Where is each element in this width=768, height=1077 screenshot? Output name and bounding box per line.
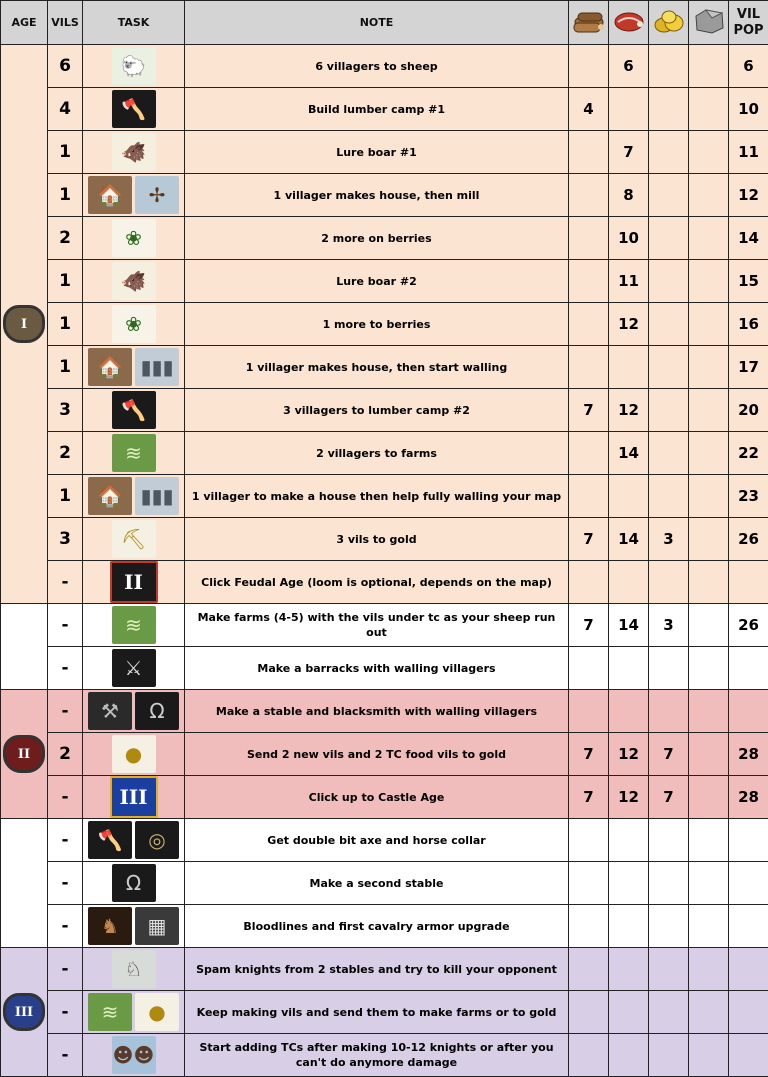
table-row [1, 475, 768, 518]
gold-count [649, 819, 689, 862]
vils-count: 1 [48, 303, 83, 346]
note-text: Build lumber camp #1 [185, 88, 569, 131]
vil-pop-value: 22 [729, 432, 768, 475]
task-icons [83, 88, 185, 131]
lumber-camp-axe-icon: 🪓 [112, 90, 156, 128]
vils-count: - [48, 905, 83, 948]
header-vils: VILS [48, 1, 83, 45]
note-text: Make a barracks with walling villagers [185, 647, 569, 690]
header-gold [649, 1, 689, 45]
wood-count: 7 [569, 776, 609, 819]
stone-count [689, 905, 729, 948]
age-cell-dark [1, 45, 48, 604]
wood-count [569, 948, 609, 991]
wood-count [569, 131, 609, 174]
gold-count: 7 [649, 733, 689, 776]
gold-icon: ● [135, 993, 179, 1031]
vils-count: - [48, 1034, 83, 1077]
task-icons [83, 733, 185, 776]
gold-count [649, 862, 689, 905]
berries-icon: ❀ [112, 305, 156, 343]
horse-collar-icon: ◎ [135, 821, 179, 859]
vil-pop-value: 11 [729, 131, 768, 174]
wood-count [569, 862, 609, 905]
stone-count [689, 776, 729, 819]
note-text: Click up to Castle Age [185, 776, 569, 819]
palisade-wall-icon: ▮▮▮ [135, 348, 179, 386]
task-icons [83, 1034, 185, 1077]
wood-count [569, 819, 609, 862]
note-text: Lure boar #1 [185, 131, 569, 174]
table-row [1, 690, 768, 733]
blacksmith-anvil-icon: ⚒ [88, 692, 132, 730]
gold-count [649, 1034, 689, 1077]
feudal-age-icon: II [110, 561, 158, 603]
stone-count [689, 174, 729, 217]
vil-pop-value: 26 [729, 518, 768, 561]
gold-count [649, 217, 689, 260]
gold-count [649, 346, 689, 389]
table-row [1, 819, 768, 862]
vil-pop-value: 28 [729, 776, 768, 819]
wood-icon [572, 6, 606, 36]
table-row [1, 647, 768, 690]
stone-count [689, 862, 729, 905]
table-row [1, 991, 768, 1034]
note-text: Make farms (4-5) with the vils under tc as your sheep run out [185, 604, 569, 647]
note-text: Start adding TCs after making 10-12 knights or after you can't do anymore damage [185, 1034, 569, 1077]
note-text: 3 vils to gold [185, 518, 569, 561]
vils-count: - [48, 819, 83, 862]
task-icons [83, 303, 185, 346]
task-icons [83, 776, 185, 819]
wood-count: 7 [569, 518, 609, 561]
stone-count [689, 733, 729, 776]
note-text: Bloodlines and first cavalry armor upgrade [185, 905, 569, 948]
stone-count [689, 389, 729, 432]
table-row [1, 905, 768, 948]
food-count [609, 905, 649, 948]
header-food [609, 1, 649, 45]
vils-count: - [48, 776, 83, 819]
vil-pop-value [729, 647, 768, 690]
task-icons [83, 131, 185, 174]
header-wood [569, 1, 609, 45]
food-count: 14 [609, 604, 649, 647]
task-icons [83, 45, 185, 88]
header-task: TASK [83, 1, 185, 45]
boar-icon: 🐗 [112, 133, 156, 171]
vils-count: 2 [48, 217, 83, 260]
vil-pop-value: 12 [729, 174, 768, 217]
vils-count: 1 [48, 475, 83, 518]
wood-count [569, 561, 609, 604]
table-row [1, 389, 768, 432]
food-count: 12 [609, 389, 649, 432]
gold-count [649, 45, 689, 88]
farm-icon: ≋ [112, 434, 156, 472]
task-icons [83, 389, 185, 432]
task-icons [83, 561, 185, 604]
food-count [609, 88, 649, 131]
vils-count: 2 [48, 432, 83, 475]
gold-mine-icon: ⛏ [112, 520, 156, 558]
age-cell-transition [1, 604, 48, 690]
vil-pop-value: 15 [729, 260, 768, 303]
food-count: 6 [609, 45, 649, 88]
table-row [1, 346, 768, 389]
vils-count: 3 [48, 389, 83, 432]
vils-count: 3 [48, 518, 83, 561]
gold-count [649, 991, 689, 1034]
vil-pop-value: 16 [729, 303, 768, 346]
task-icons [83, 948, 185, 991]
task-icons [83, 432, 185, 475]
task-icons [83, 475, 185, 518]
stone-count [689, 647, 729, 690]
task-icons [83, 819, 185, 862]
vil-pop-value [729, 561, 768, 604]
stone-count [689, 1034, 729, 1077]
dark-age-shield-icon: I [3, 305, 45, 343]
task-icons [83, 346, 185, 389]
food-count [609, 647, 649, 690]
food-count: 12 [609, 303, 649, 346]
mill-icon: ✢ [135, 176, 179, 214]
food-count [609, 690, 649, 733]
stone-count [689, 432, 729, 475]
villagers-icon: ☻☻ [112, 1036, 156, 1074]
vils-count: - [48, 690, 83, 733]
food-count: 11 [609, 260, 649, 303]
food-count: 12 [609, 733, 649, 776]
food-count: 7 [609, 131, 649, 174]
food-count [609, 862, 649, 905]
gold-icon: ● [112, 735, 156, 773]
gold-count [649, 389, 689, 432]
vil-pop-value: 23 [729, 475, 768, 518]
stone-icon [692, 6, 726, 36]
table-row [1, 432, 768, 475]
stone-count [689, 303, 729, 346]
vil-pop-value: 17 [729, 346, 768, 389]
vils-count: 1 [48, 174, 83, 217]
wood-count [569, 647, 609, 690]
task-icons [83, 862, 185, 905]
note-text: 2 more on berries [185, 217, 569, 260]
barracks-swords-icon: ⚔ [112, 649, 156, 687]
vil-pop-value [729, 862, 768, 905]
food-count [609, 948, 649, 991]
note-text: 3 villagers to lumber camp #2 [185, 389, 569, 432]
knight-icon: ♘ [112, 950, 156, 988]
gold-count [649, 905, 689, 948]
gold-count: 3 [649, 604, 689, 647]
wood-count [569, 905, 609, 948]
gold-count [649, 561, 689, 604]
wood-count [569, 260, 609, 303]
vils-count: - [48, 948, 83, 991]
table-row [1, 303, 768, 346]
stone-count [689, 346, 729, 389]
gold-count: 3 [649, 518, 689, 561]
wood-count [569, 475, 609, 518]
wood-count [569, 303, 609, 346]
table-row [1, 217, 768, 260]
stone-count [689, 819, 729, 862]
vils-count: 4 [48, 88, 83, 131]
wood-count [569, 217, 609, 260]
berries-icon: ❀ [112, 219, 156, 257]
lumber-camp-axe-icon: 🪓 [112, 391, 156, 429]
note-text: Spam knights from 2 stables and try to kill your opponent [185, 948, 569, 991]
wood-count: 7 [569, 604, 609, 647]
stone-count [689, 45, 729, 88]
vil-pop-value [729, 991, 768, 1034]
food-count [609, 346, 649, 389]
wood-count [569, 432, 609, 475]
vil-pop-value [729, 1034, 768, 1077]
house-icon: 🏠 [88, 348, 132, 386]
gold-count [649, 260, 689, 303]
food-count [609, 1034, 649, 1077]
note-text: 1 villager makes house, then mill [185, 174, 569, 217]
vils-count: - [48, 647, 83, 690]
task-icons [83, 217, 185, 260]
gold-count [649, 647, 689, 690]
bloodlines-saddle-icon: ♞ [88, 907, 132, 945]
stone-count [689, 948, 729, 991]
vils-count: 2 [48, 733, 83, 776]
stable-horseshoe-icon: Ω [135, 692, 179, 730]
wood-count [569, 690, 609, 733]
food-count: 10 [609, 217, 649, 260]
wood-count [569, 1034, 609, 1077]
age-cell-castle [1, 948, 48, 1077]
table-row [1, 518, 768, 561]
house-icon: 🏠 [88, 176, 132, 214]
note-text: Keep making vils and send them to make farms or to gold [185, 991, 569, 1034]
note-text: 2 villagers to farms [185, 432, 569, 475]
boar-icon: 🐗 [112, 262, 156, 300]
vil-pop-value: 20 [729, 389, 768, 432]
wood-count [569, 346, 609, 389]
cavalry-armor-icon: ▦ [135, 907, 179, 945]
vils-count: - [48, 862, 83, 905]
wood-count: 7 [569, 733, 609, 776]
header-row [1, 1, 768, 45]
food-count: 14 [609, 432, 649, 475]
feudal-age-shield-icon: II [3, 735, 45, 773]
castle-age-shield-icon: III [3, 993, 45, 1031]
gold-icon [652, 6, 686, 36]
stone-count [689, 217, 729, 260]
table-row [1, 733, 768, 776]
table-row [1, 45, 768, 88]
double-bit-axe-icon: 🪓 [88, 821, 132, 859]
stone-count [689, 561, 729, 604]
vil-pop-value [729, 690, 768, 733]
gold-count: 7 [649, 776, 689, 819]
gold-count [649, 948, 689, 991]
gold-count [649, 475, 689, 518]
castle-age-icon: III [110, 776, 158, 818]
vil-pop-value: 26 [729, 604, 768, 647]
palisade-wall-icon: ▮▮▮ [135, 477, 179, 515]
table-row [1, 174, 768, 217]
note-text: 6 villagers to sheep [185, 45, 569, 88]
note-text: Make a stable and blacksmith with walling villagers [185, 690, 569, 733]
vil-pop-value: 28 [729, 733, 768, 776]
task-icons [83, 647, 185, 690]
table-row [1, 776, 768, 819]
header-vil-pop: VIL POP [729, 1, 768, 45]
food-icon [612, 6, 646, 36]
note-text: Get double bit axe and horse collar [185, 819, 569, 862]
note-text: 1 more to berries [185, 303, 569, 346]
table-row [1, 260, 768, 303]
stone-count [689, 991, 729, 1034]
farm-icon: ≋ [112, 606, 156, 644]
table-row [1, 1034, 768, 1077]
gold-count [649, 88, 689, 131]
header-age: AGE [1, 1, 48, 45]
stone-count [689, 475, 729, 518]
stone-count [689, 518, 729, 561]
stone-count [689, 690, 729, 733]
note-text: Lure boar #2 [185, 260, 569, 303]
wood-count [569, 45, 609, 88]
stone-count [689, 131, 729, 174]
task-icons [83, 905, 185, 948]
wood-count [569, 174, 609, 217]
vils-count: 1 [48, 346, 83, 389]
vil-pop-value: 14 [729, 217, 768, 260]
food-count: 14 [609, 518, 649, 561]
note-text: Make a second stable [185, 862, 569, 905]
house-icon: 🏠 [88, 477, 132, 515]
stone-count [689, 260, 729, 303]
food-count: 12 [609, 776, 649, 819]
food-count [609, 819, 649, 862]
farm-icon: ≋ [88, 993, 132, 1031]
task-icons [83, 690, 185, 733]
sheep-icon: 🐑 [112, 47, 156, 85]
stable-horseshoe-icon: Ω [112, 864, 156, 902]
gold-count [649, 690, 689, 733]
header-note: NOTE [185, 1, 569, 45]
gold-count [649, 174, 689, 217]
vils-count: - [48, 991, 83, 1034]
vils-count: 1 [48, 260, 83, 303]
task-icons [83, 604, 185, 647]
food-count [609, 475, 649, 518]
vils-count: - [48, 561, 83, 604]
task-icons [83, 260, 185, 303]
table-row [1, 862, 768, 905]
note-text: 1 villager to make a house then help fully walling your map [185, 475, 569, 518]
gold-count [649, 131, 689, 174]
table-row [1, 131, 768, 174]
vils-count: - [48, 604, 83, 647]
gold-count [649, 432, 689, 475]
vils-count: 1 [48, 131, 83, 174]
wood-count: 4 [569, 88, 609, 131]
vil-pop-value: 10 [729, 88, 768, 131]
table-row [1, 948, 768, 991]
table-row [1, 561, 768, 604]
vil-pop-value [729, 905, 768, 948]
age-cell-transition [1, 819, 48, 948]
age-cell-feudal [1, 690, 48, 819]
note-text: Click Feudal Age (loom is optional, depends on the map) [185, 561, 569, 604]
header-stone [689, 1, 729, 45]
stone-count [689, 604, 729, 647]
vil-pop-value: 6 [729, 45, 768, 88]
vils-count: 6 [48, 45, 83, 88]
vil-pop-value [729, 948, 768, 991]
vil-pop-value [729, 819, 768, 862]
table-row [1, 88, 768, 131]
task-icons [83, 518, 185, 561]
wood-count [569, 991, 609, 1034]
task-icons [83, 991, 185, 1034]
note-text: 1 villager makes house, then start walling [185, 346, 569, 389]
table-row [1, 604, 768, 647]
food-count [609, 561, 649, 604]
food-count: 8 [609, 174, 649, 217]
stone-count [689, 88, 729, 131]
task-icons [83, 174, 185, 217]
food-count [609, 991, 649, 1034]
gold-count [649, 303, 689, 346]
note-text: Send 2 new vils and 2 TC food vils to gold [185, 733, 569, 776]
wood-count: 7 [569, 389, 609, 432]
